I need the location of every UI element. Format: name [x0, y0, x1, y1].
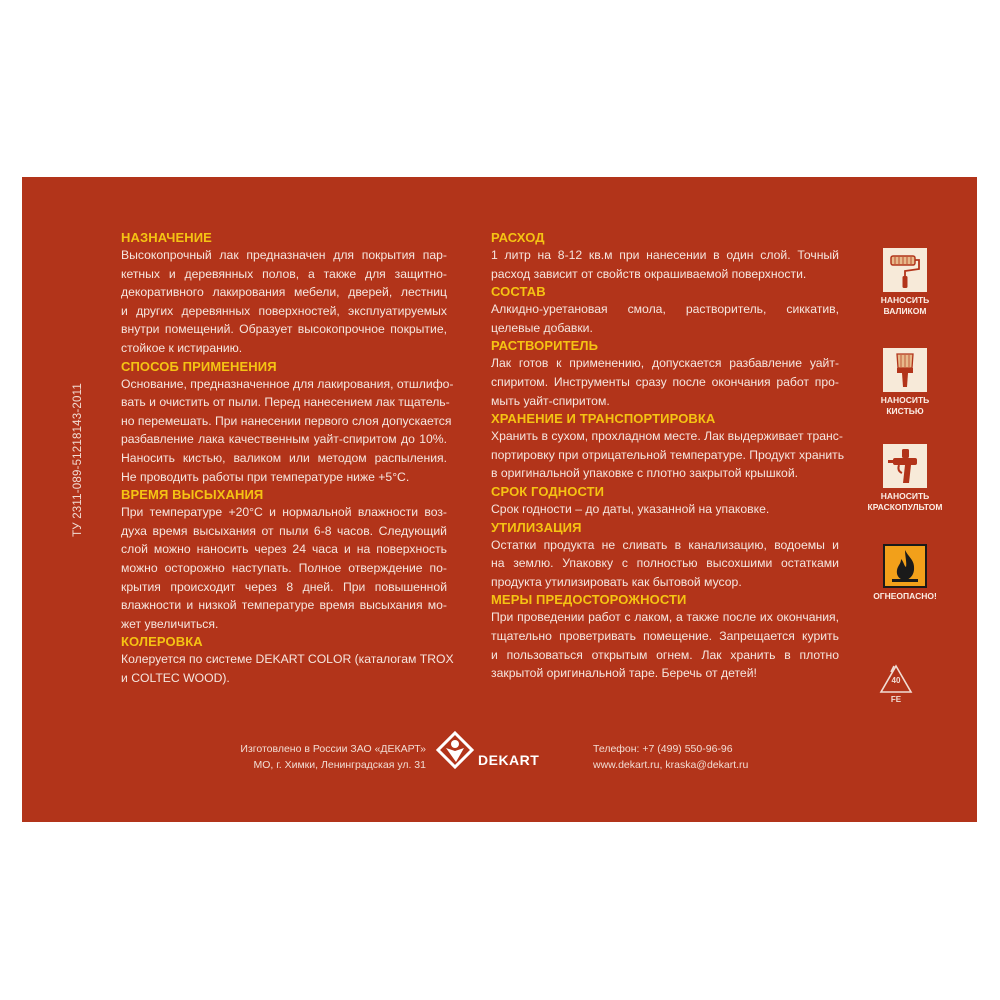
section-line: Срок годности – до даты, указанной на упаковке.	[491, 501, 770, 516]
brush-icon-block	[860, 348, 950, 417]
recycle-material: FE	[890, 695, 902, 704]
section-heading: СРОК ГОДНОСТИ	[491, 483, 605, 499]
section-line: Основание, предназначенное для лакирования, отшлифо-	[121, 376, 454, 391]
section-line: кетных и деревянных полов, а также для защитно-	[121, 266, 447, 281]
section-heading: РАСХОД	[491, 230, 545, 245]
flammable-icon	[883, 544, 927, 588]
paint-roller-icon	[883, 248, 927, 292]
contact-web: www.dekart.ru, kraska@dekart.ru	[593, 759, 749, 771]
roller-caption: НАНОСИТЬ ВАЛИКОМ	[880, 295, 930, 316]
spray-icon-block	[860, 444, 950, 513]
dekart-logo	[436, 731, 566, 771]
spray-caption: НАНОСИТЬ КРАСКОПУЛЬТОМ	[867, 491, 943, 512]
section-line: жет увеличиться.	[121, 616, 219, 631]
section-line: и других деревянных поверхностей, эксплуатируемых	[121, 303, 447, 318]
section-body	[491, 500, 839, 519]
section-line: на землю. Упаковку с полностью высохшими остатками	[491, 556, 839, 571]
section-body	[491, 427, 845, 483]
section-line: Высокопрочный лак предназначен для покрытия пар-	[121, 248, 447, 262]
section-line: слой можно наносить через 24 часа и на поверхность	[121, 542, 447, 557]
spray-gun-icon	[883, 444, 927, 488]
section-heading: СПОСОБ ПРИМЕНЕНИЯ	[121, 358, 277, 374]
section-line: продукта утилизировать как бытовой мусор.	[491, 574, 742, 589]
section-heading: ВРЕМЯ ВЫСЫХАНИЯ	[121, 487, 264, 503]
section-line: Алкидно-уретановая смола, растворитель, сиккатив,	[491, 302, 839, 317]
section-body	[121, 650, 454, 687]
section-line: крытия происходит через 8 дней. При повышенной	[121, 579, 447, 594]
section-line: в оригинальной упаковке с плотно закрытой крышкой.	[491, 466, 799, 481]
section-line: закрытой оригинальной таре. Беречь от детей!	[491, 666, 757, 681]
section-body	[491, 354, 839, 410]
contact-info	[593, 741, 748, 773]
logo-wordmark: DEKART	[478, 752, 540, 768]
section-line: влажности и низкой температуре время высыхания мо-	[121, 598, 447, 613]
section-heading: УТИЛИЗАЦИЯ	[491, 519, 582, 535]
section-line: целевые добавки.	[491, 320, 593, 335]
section-line: но перемешать. При нанесении первого слоя допускается	[121, 413, 452, 428]
manufacturer-line-1: Изготовлено в России ЗАО «ДЕКАРТ»	[240, 743, 426, 755]
section-heading: РАСТВОРИТЕЛЬ	[491, 338, 599, 354]
section-line: разбавление лака качественным уайт-спиритом до 10%.	[121, 432, 447, 447]
section-line: Лак готов к применению, допускается разбавление уайт-	[491, 356, 839, 371]
section-line: духа время высыхания от пыли 6-8 часов. Следующий	[121, 523, 447, 538]
section-heading: ХРАНЕНИЕ И ТРАНСПОРТИРОВКА	[491, 411, 716, 427]
section-line: стойкое к истиранию.	[121, 340, 243, 355]
dekart-logo-mark-icon	[436, 731, 474, 769]
manufacturer-info	[230, 741, 426, 773]
section-body	[491, 536, 839, 592]
section-heading: КОЛЕРОВКА	[121, 634, 203, 650]
section-line: внутри помещений. Образует высокопрочное покрытие,	[121, 322, 447, 337]
section-line: Остатки продукта не сливать в канализацию, водоемы и	[491, 537, 839, 552]
section-line: Хранить в сухом, прохладном месте. Лак выдерживает транс-	[491, 429, 843, 444]
section-line: портировку при отрицательной температуре. Продукт хранить	[491, 447, 845, 462]
section-body	[121, 246, 447, 358]
section-line: 1 литр на 8-12 кв.м при нанесении в один слой. Точный	[491, 248, 839, 262]
tu-code-text: ТУ 2311-089-51218143-2011	[72, 383, 84, 537]
section-line: и пользоваться открытым огнем. Лак хранить в плотно	[491, 647, 839, 662]
section-line: спиритом. Инструменты сразу после окончания работ про-	[491, 374, 839, 389]
section-line: Не проводить работы при температуре ниже +5°С.	[121, 469, 410, 484]
flammable-caption: ОГНЕОПАСНО!	[873, 591, 937, 601]
section-line: расход зависит от свойств окрашиваемой поверхности.	[491, 266, 807, 281]
section-line: Наносить кистью, валиком или методом распыления.	[121, 450, 447, 465]
section-line: вать и очистить от пыли. Перед нанесением лак тщатель-	[121, 395, 450, 410]
recycle-number: 40	[891, 676, 901, 685]
section-heading: МЕРЫ ПРЕДОСТОРОЖНОСТИ	[491, 592, 687, 608]
section-body	[491, 246, 839, 283]
flammable-icon-block	[860, 544, 950, 602]
right-column	[491, 229, 845, 683]
section-line: При температуре +20°С и нормальной влажности воз-	[121, 505, 447, 520]
paint-brush-icon	[883, 348, 927, 392]
section-body	[491, 608, 839, 682]
left-column	[121, 229, 454, 687]
section-line: мыть уайт-спиритом.	[491, 393, 610, 408]
section-body	[121, 375, 454, 487]
section-line: можно осторожно наступать. Полное отверждение по-	[121, 560, 447, 575]
section-body	[491, 300, 839, 337]
contact-phone: Телефон: +7 (499) 550-96-96	[593, 743, 733, 755]
brush-caption: НАНОСИТЬ КИСТЬЮ	[880, 395, 930, 416]
manufacturer-line-2: МО, г. Химки, Ленинградская ул. 31	[253, 759, 426, 771]
section-body	[121, 503, 447, 633]
section-line: и COLTEC WOOD).	[121, 670, 230, 685]
section-line: Колеруется по системе DEKART COLOR (каталогам TROX	[121, 652, 454, 667]
section-line: При проведении работ с лаком, а также после их окончания,	[491, 610, 839, 625]
section-heading: НАЗНАЧЕНИЕ	[121, 230, 212, 245]
section-heading: СОСТАВ	[491, 284, 546, 300]
recycle-icon	[878, 663, 914, 709]
section-line: тщательно проветривать помещение. Запрещается курить	[491, 628, 839, 643]
section-line: декоративного лакирования мебели, дверей, лестниц	[121, 285, 447, 300]
roller-icon-block	[860, 248, 950, 317]
